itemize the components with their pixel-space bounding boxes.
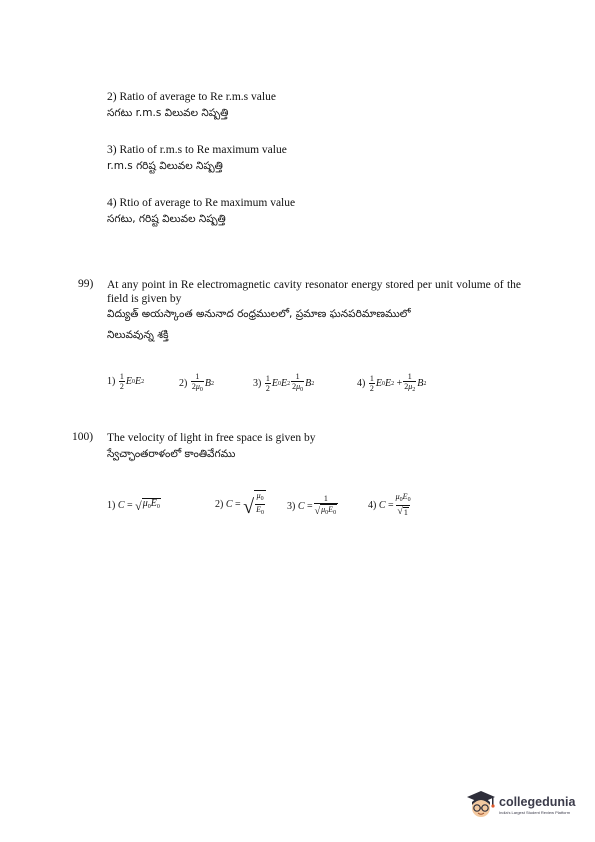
option-2-te: సగటు r.m.s విలువల నిష్పత్తి	[107, 107, 229, 119]
question-99-options	[107, 372, 527, 402]
question-99-text: At any point in Re electromagnetic cavity resonator energy stored per unit volume of the field is given by	[107, 279, 521, 305]
student-mascot-icon	[466, 789, 496, 821]
option-4-en: 4) Rtio of average to Re maximum value	[107, 197, 296, 209]
q100-option-2[interactable]: 2) C = √ $\frac{\mu_0}{E_0}$	[215, 491, 265, 518]
question-99-telugu-line2: నిలువవున్న శక్తి	[107, 329, 169, 341]
question-99-telugu-line1: విద్యుత్ అయస్కాంత అనునాద రంధ్రములలో, ప్రమాణ ఘనపరిమాణములో	[107, 308, 411, 320]
option-2-en: 2) Ratio of average to Re r.m.s value	[107, 91, 276, 103]
brand-name: collegedunia	[499, 794, 576, 809]
q100-option-1[interactable]: 1) C = √ $\mu_0E_0$	[107, 498, 160, 513]
q99-option-4[interactable]: 4) $\frac{1}{2}$ E 0 E 2 + $\frac{1}{2\mu_2}$ B 2	[357, 372, 427, 393]
q99-option-2-label: 2)	[179, 378, 188, 389]
q100-option-4-label: 4)	[368, 499, 377, 511]
question-99-number: 99)	[78, 278, 94, 290]
q100-option-4[interactable]: 4) C = $\mu_0E_0$ √ 1	[368, 492, 411, 517]
q100-option-2-label: 2)	[215, 498, 224, 510]
question-100-telugu: స్వేచ్ఛాంతరాళంలో కాంతివేగము	[107, 448, 236, 460]
q99-option-2[interactable]: 2) $\frac{1}{2\mu_0}$ B 2	[179, 372, 214, 393]
brand-tagline: India's Largest Student Review Platform	[499, 809, 571, 815]
q100-option-3-label: 3)	[287, 500, 296, 512]
option-4-te: సగటు, గరిష్ట విలువల నిష్పత్తి	[107, 213, 226, 225]
question-100-text: The velocity of light in free space is given by	[107, 432, 316, 444]
q100-option-3[interactable]: 3) C = 1 √ $\mu_0E_0$	[287, 494, 337, 517]
q99-option-4-label: 4)	[357, 378, 366, 389]
option-3-en: 3) Ratio of r.m.s to Re maximum value	[107, 144, 287, 156]
collegedunia-logo	[466, 789, 575, 821]
q99-option-1[interactable]: 1) $\frac{1}{2}$ E 0 E 2	[107, 372, 145, 391]
question-100-number: 100)	[72, 431, 94, 443]
q99-option-3[interactable]: 3) $\frac{1}{2}$ E 0 E 2 $\frac{1}{2\mu_0}$ B 2	[253, 372, 315, 393]
question-100-options	[107, 490, 527, 530]
q100-option-1-label: 1)	[107, 499, 116, 511]
option-3-te: r.m.s గరిష్ట విలువల నిష్పత్తి	[107, 160, 223, 172]
q99-option-1-label: 1)	[107, 376, 116, 387]
q99-option-3-label: 3)	[253, 378, 262, 389]
